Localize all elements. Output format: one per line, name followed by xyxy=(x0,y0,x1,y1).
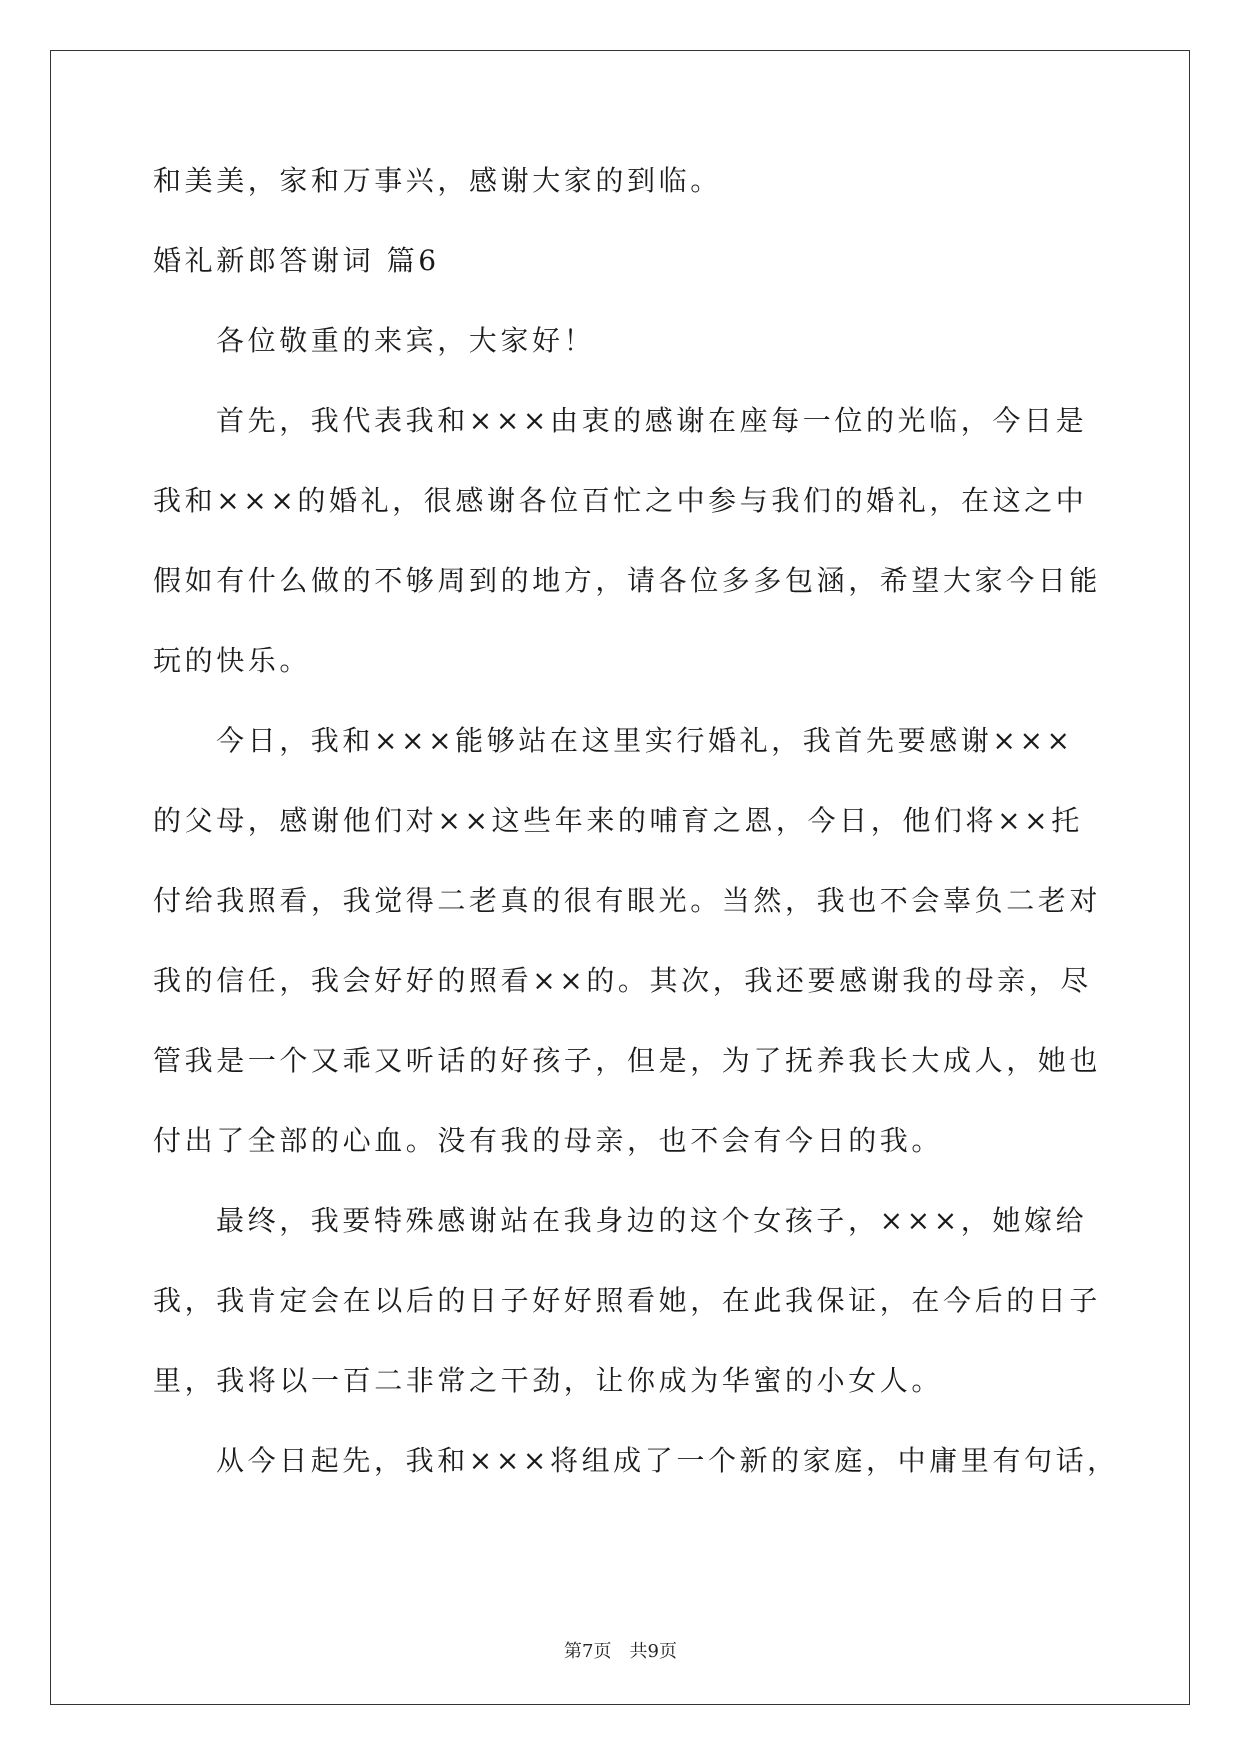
greeting-line: 各位敬重的来宾，大家好！ xyxy=(216,324,596,357)
text-line: 最终，我要特殊感谢站在我身边的这个女孩子，×××，她嫁给 xyxy=(216,1204,1088,1237)
text-line: 今日，我和×××能够站在这里实行婚礼，我首先要感谢××× xyxy=(216,724,1074,757)
text-line: 里，我将以一百二非常之干劲，让你成为华蜜的小女人。 xyxy=(153,1364,944,1397)
text-line: 我的信任，我会好好的照看××的。其次，我还要感谢我的母亲，尽 xyxy=(153,964,1092,997)
text-line: 的父母，感谢他们对××这些年来的哺育之恩，今日，他们将××托 xyxy=(153,804,1083,837)
text-line: 付给我照看，我觉得二老真的很有眼光。当然，我也不会辜负二老对 xyxy=(153,884,1102,917)
text-line: 管我是一个又乖又听话的好孩子，但是，为了抚养我长大成人，她也 xyxy=(153,1044,1102,1077)
text-line: 我，我肯定会在以后的日子好好照看她，在此我保证，在今后的日子 xyxy=(153,1284,1102,1317)
text-line: 从今日起先，我和×××将组成了一个新的家庭，中庸里有句话， xyxy=(216,1444,1119,1477)
text-line: 假如有什么做的不够周到的地方，请各位多多包涵，希望大家今日能 xyxy=(153,564,1102,597)
text-line: 和美美，家和万事兴，感谢大家的到临。 xyxy=(153,164,722,197)
page-number: 第7页 共9页 xyxy=(564,1641,677,1662)
section-heading: 婚礼新郎答谢词 篇6 xyxy=(153,244,440,277)
text-line: 付出了全部的心血。没有我的母亲，也不会有今日的我。 xyxy=(153,1124,944,1157)
text-line: 首先，我代表我和×××由衷的感谢在座每一位的光临，今日是 xyxy=(216,404,1088,437)
document-body xyxy=(153,161,1119,1521)
text-line: 玩的快乐。 xyxy=(153,644,312,677)
text-line: 我和×××的婚礼，很感谢各位百忙之中参与我们的婚礼，在这之中 xyxy=(153,484,1088,517)
